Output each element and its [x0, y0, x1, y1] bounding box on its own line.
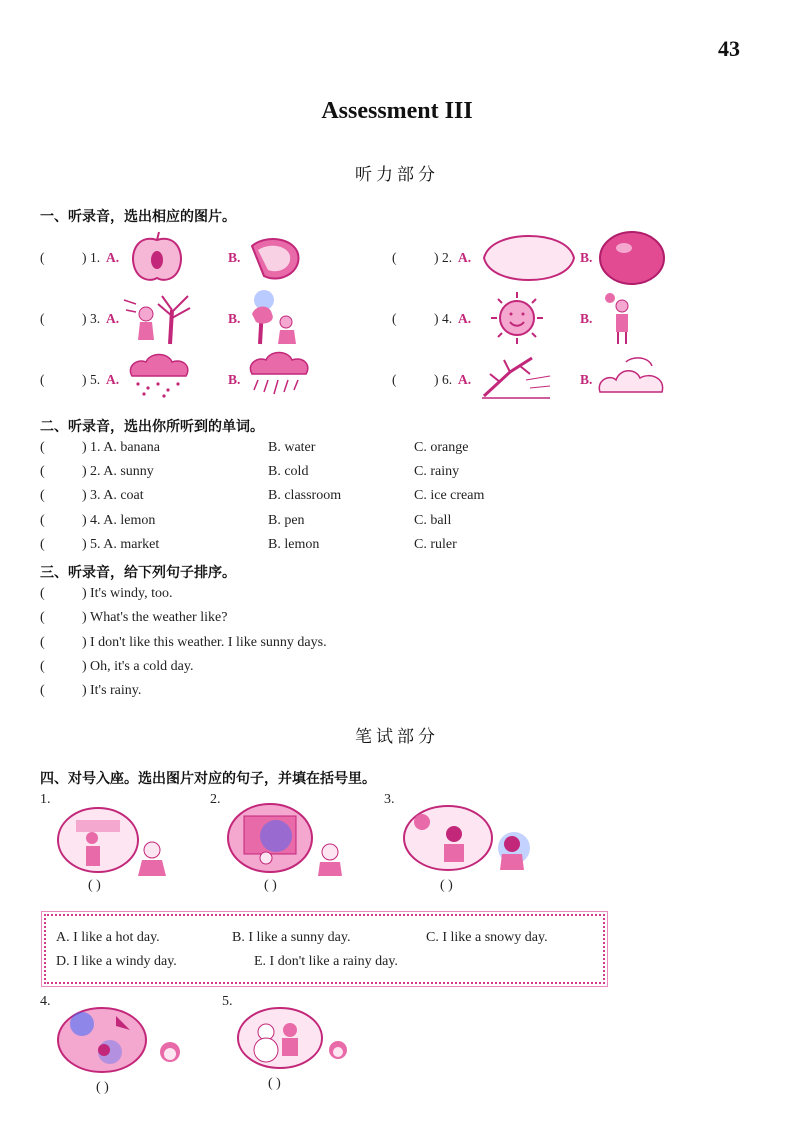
picture-3-sunny-scene[interactable]: [402, 804, 540, 874]
sunny-tree-icon[interactable]: [246, 290, 308, 346]
answer-blank-2[interactable]: ( ): [264, 878, 277, 893]
options-box: [44, 914, 605, 984]
windy-tree-girl-icon[interactable]: [122, 290, 192, 346]
page-number: 43: [718, 36, 740, 61]
page-title: Assessment III: [321, 98, 473, 124]
part1-heading: 一、听录音，选出相应的图片。: [40, 209, 236, 225]
option-e: E. I don't like a rainy day.: [254, 954, 398, 969]
picture-5-snowy-scene[interactable]: [236, 1006, 356, 1074]
picture-number-1: 1.: [40, 792, 51, 807]
picture-4-hot-scene[interactable]: [56, 1006, 190, 1076]
part2-heading: 二、听录音，选出你所听到的单词。: [40, 419, 264, 435]
answer-blank-5[interactable]: ( ): [268, 1076, 281, 1091]
sun-behind-cloud-icon[interactable]: [596, 352, 668, 400]
picture-2-rainy-scene[interactable]: [226, 802, 354, 876]
answer-blank-4[interactable]: ( ): [96, 1080, 109, 1095]
picture-number-2: 2.: [210, 792, 221, 807]
lemon-icon[interactable]: [480, 234, 578, 282]
option-c: C. I like a snowy day.: [426, 930, 548, 945]
picture-number-5: 5.: [222, 994, 233, 1009]
option-a: A. I like a hot day.: [56, 930, 160, 945]
orange-fruit-icon[interactable]: [598, 230, 666, 286]
child-in-sun-icon[interactable]: [600, 290, 640, 346]
option-d: D. I like a windy day.: [56, 954, 177, 969]
snow-cloud-icon[interactable]: [124, 350, 194, 400]
picture-1-windy-scene[interactable]: [56, 806, 180, 876]
windy-branch-icon[interactable]: [480, 352, 552, 400]
part4-heading: 四、对号入座。选出图片对应的句子，并填在括号里。: [40, 771, 376, 787]
option-b: B. I like a sunny day.: [232, 930, 351, 945]
answer-blank-1[interactable]: ( ): [88, 878, 101, 893]
smiling-sun-icon[interactable]: [488, 290, 546, 346]
rain-cloud-icon[interactable]: [246, 350, 312, 400]
answer-blank-3[interactable]: ( ): [440, 878, 453, 893]
picture-number-4: 4.: [40, 994, 51, 1009]
picture-number-3: 3.: [384, 792, 395, 807]
part3-heading: 三、听录音，给下列句子排序。: [40, 565, 236, 581]
orange-slice-icon[interactable]: [246, 232, 302, 282]
listening-section-title: 听力部分: [355, 165, 439, 185]
apple-half-icon[interactable]: [128, 232, 186, 284]
writing-section-title: 笔试部分: [355, 727, 439, 747]
